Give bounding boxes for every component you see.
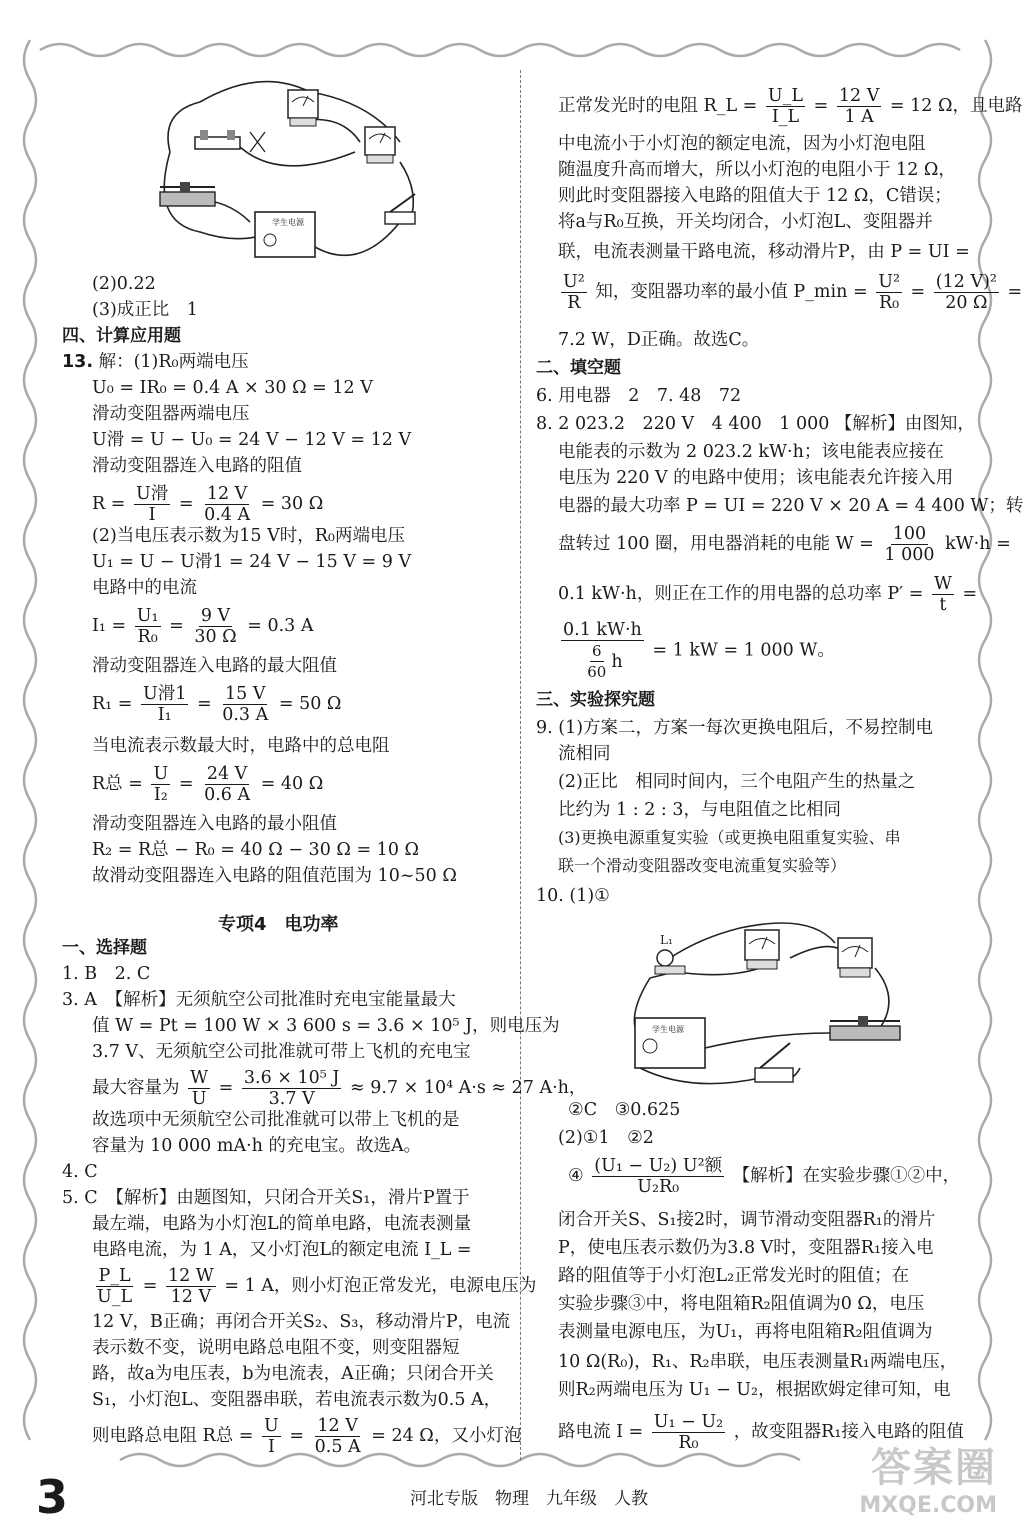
answer-line: 电路电流，为 1 A，又小灯泡L的额定电流 I_L =: [92, 1240, 472, 1260]
answer-line: 实验步骤③中，将电阻箱R₂阻值调为0 Ω，电压: [558, 1294, 925, 1314]
ammeter-icon: [288, 90, 318, 126]
answer-line: 3. A 【解析】无须航空公司批准时充电宝能量最大: [62, 990, 456, 1010]
formula-line: 则电路总电阻 R总 = $\frac{U}{I}$ = $\frac{12 V}{0.5 A}$ = 24 Ω，又小灯泡: [92, 1416, 522, 1457]
answer-line: 故选项中无须航空公司批准就可以带上飞机的是: [92, 1110, 460, 1130]
answer-line: 比约为 1 : 2 : 3，与电阻值之比相同: [558, 800, 842, 820]
answer-line: 电压为 220 V 的电路中使用；该电能表允许接入用: [558, 468, 954, 488]
answer-line: 8. 2 023.2 220 V 4 400 1 000 【解析】由图知，: [536, 414, 975, 434]
watermark-url: MXQE.COM: [859, 1493, 997, 1518]
answer-line: 当电流表示数最大时，电路中的总电阻: [92, 736, 390, 756]
page-number: 3: [36, 1470, 69, 1524]
answer-line: 路，故a为电压表，b为电流表，A正确；只闭合开关: [92, 1364, 494, 1384]
column-divider: [520, 70, 521, 1460]
power-supply-icon: [255, 212, 315, 257]
answer-line: U₀ = IR₀ = 0.4 A × 30 Ω = 12 V: [92, 378, 373, 398]
answer-line: 闭合开关S、S₁接2时，调节滑动变阻器R₁的滑片: [558, 1210, 936, 1230]
voltmeter-icon: [365, 127, 395, 163]
section-heading-calc: 四、计算应用题: [62, 326, 181, 346]
answer-line: 容量为 10 000 mA·h 的充电宝。故选A。: [92, 1136, 422, 1156]
answer-line: 联一个滑动变阻器改变电流重复实验等）: [558, 856, 847, 875]
circuit-figure-1: [140, 72, 440, 272]
formula-line: $\frac{P\_L}{U\_L}$ = $\frac{12 W}{12 V}$ = 1 A，则小灯泡正常发光，电源电压为: [97, 1266, 537, 1307]
answer-text: 解：(1)R₀两端电压: [98, 352, 249, 372]
footer-info: 河北专版 物理 九年级 人教: [410, 1489, 648, 1509]
answer-line: 滑动变阻器连入电路的最小阻值: [92, 814, 337, 834]
answer-line: 1. B 2. C: [62, 964, 151, 984]
voltmeter-icon: [838, 938, 872, 977]
answer-line: 9. (1)方案二，方案一每次更换电阻后，不易控制电: [536, 718, 934, 738]
power-supply-icon: [635, 1018, 705, 1068]
answer-line-13: [62, 350, 249, 374]
formula-line: 路电流 I = $\frac{\text{U₁ − U₂}}{\text{R₀}}$ ，故变阻器R₁接入电路的阻值: [558, 1412, 964, 1453]
answer-line: 路的阻值等于小灯泡L₂正常发光时的阻值；在: [558, 1266, 910, 1286]
answer-line: U滑 = U − U₀ = 24 V − 12 V = 12 V: [92, 430, 412, 450]
answer-line: 表示数不变，说明电路总电阻不变，则变阻器短: [92, 1338, 460, 1358]
answer-line: (3)成正比 1: [92, 300, 198, 320]
answer-line: ②C ③0.625: [568, 1100, 681, 1120]
answer-line: (2)①1 ②2: [558, 1128, 654, 1148]
answer-line: 滑动变阻器两端电压: [92, 404, 250, 424]
switch-icon: [385, 194, 415, 224]
answer-line: 电能表的示数为 2 023.2 kW·h；该电能表应接在: [558, 442, 944, 462]
formula-line: R总 = $\frac{U}{\text{I₂}}$ = $\frac{24 V}{0.6 A}$ = 40 Ω: [92, 764, 324, 805]
section-heading-fill: 二、填空题: [536, 358, 621, 378]
answer-line: 表测量电源电压，为U₁，再将电阻箱R₂阻值调为: [558, 1322, 933, 1342]
formula-line: 盘转过 100 圈，用电器消耗的电能 W = $\frac{100}{1 000}$ kW·h =: [558, 524, 1011, 565]
answer-line: 10 Ω(R₀)，R₁、R₂串联，电压表测量R₁两端电压，: [558, 1352, 958, 1372]
formula-line: 0.1 kW·h，则正在工作的用电器的总功率 P′ = $\frac{W}{t}$ =: [558, 574, 978, 615]
rheostat-icon: [160, 182, 215, 206]
answer-line: 电器的最大功率 P = UI = 220 V × 20 A = 4 400 W；转: [558, 496, 1023, 516]
ammeter-icon: [745, 930, 779, 969]
section-heading-choice: 一、选择题: [62, 938, 147, 958]
answer-line: 3.7 V、无须航空公司批准就可带上飞机的充电宝: [92, 1042, 471, 1062]
answer-line: 则R₂两端电压为 U₁ − U₂，根据欧姆定律可知，电: [558, 1380, 951, 1400]
answer-line: (2)正比 相同时间内，三个电阻产生的热量之: [558, 772, 916, 792]
circuit-figure-2: [630, 918, 920, 1094]
answer-line: 随温度升高而增大，所以小灯泡的电阻小于 12 Ω，: [558, 160, 956, 180]
bulb-label: L₁: [660, 933, 673, 947]
watermark-logo: 答案圈: [871, 1445, 997, 1491]
answer-line: 最左端，电路为小灯泡L的简单电路，电流表测量: [92, 1214, 472, 1234]
section-title: 专项4 电功率: [218, 914, 339, 935]
answer-line: 滑动变阻器连入电路的阻值: [92, 456, 302, 476]
formula-line: $\frac{\text{U²}}{R}$ 知，变阻器功率的最小值 P_min = $\frac{\text{U²}}{\text{R₀}}$ = $\frac{\text{(12 V)²}}{20 \Omega}$ =: [563, 272, 1023, 313]
answer-line: 则此时变阻器接入电路的阻值大于 12 Ω，C错误；: [558, 186, 952, 206]
answer-line: 10. (1)①: [536, 886, 610, 906]
answer-line: 中电流小于小灯泡的额定电流，因为小灯泡电阻: [558, 134, 926, 154]
formula-line: ④ $\frac{\text{(U₁ − U₂) U²额}}{\text{U₂R₀}}$ 【解析】在实验步骤①②中，: [568, 1156, 961, 1197]
fig1-power-label: 学生电源: [272, 218, 304, 227]
answer-line: 滑动变阻器连入电路的最大阻值: [92, 656, 337, 676]
answer-line: 7.2 W，D正确。故选C。: [558, 330, 760, 350]
answer-line: (3)更换电源重复实验（或更换电阻重复实验、串: [558, 828, 901, 847]
formula-line: 正常发光时的电阻 R_L = $\frac{U\_L}{I\_L}$ = $\frac{12 V}{1 A}$ = 12 Ω，且电路: [558, 86, 1023, 127]
answer-line: 电路中的电流: [92, 578, 197, 598]
switch-icon: [755, 1043, 793, 1082]
formula-line: R = $\frac{\text{U滑}}{I}$ = $\frac{12 V}{0.4 A}$ = 30 Ω: [92, 484, 324, 525]
formula-line: 最大容量为 $\frac{W}{U}$ = $\frac{\text{3.6 × 10⁵ J}}{3.7 V}$ ≈ 9.7 × 10⁴ A·s ≈ 27 A·h，: [92, 1068, 587, 1109]
answer-line: 将a与R₀互换，开关均闭合，小灯泡L、变阻器并: [558, 212, 933, 232]
answer-line: (2)0.22: [92, 274, 156, 294]
answer-line: 6. 用电器 2 7. 48 72: [536, 386, 742, 406]
section-heading-exp: 三、实验探究题: [536, 690, 655, 710]
answer-line: 联，电流表测量干路电流，移动滑片P，由 P = UI =: [558, 242, 970, 262]
formula-line: 0.1 kW·h $\frac{6}{60}$ h = 1 kW = 1 000 W。: [563, 620, 835, 681]
answer-line: 流相同: [558, 744, 611, 764]
question-number: 13.: [62, 352, 94, 372]
answer-line: U₁ = U − U滑1 = 24 V − 15 V = 9 V: [92, 552, 412, 572]
answer-line: 故滑动变阻器连入电路的阻值范围为 10~50 Ω: [92, 866, 457, 886]
bulb-icon: [655, 933, 685, 974]
watermark: [859, 1436, 997, 1518]
resistor-icon: [195, 130, 240, 149]
fig2-power-label: 学生电源: [652, 1025, 684, 1034]
answer-line: 5. C 【解析】由题图知，只闭合开关S₁，滑片P置于: [62, 1188, 470, 1208]
formula-line: R₁ = $\frac{\text{U滑1}}{\text{I₁}}$ = $\frac{15 V}{0.3 A}$ = 50 Ω: [92, 684, 342, 725]
answer-line: S₁，小灯泡L、变阻器串联，若电流表示数为0.5 A，: [92, 1390, 502, 1410]
answer-line: (2)当电压表示数为15 V时，R₀两端电压: [92, 526, 405, 546]
rheostat-icon: [830, 1016, 900, 1040]
answer-line: 值 W = Pt = 100 W × 3 600 s = 3.6 × 10⁵ J，则电压为: [92, 1016, 560, 1036]
answer-line: R₂ = R总 − R₀ = 40 Ω − 30 Ω = 10 Ω: [92, 840, 420, 860]
answer-line: 4. C: [62, 1162, 98, 1182]
answer-line: P，使电压表示数仍为3.8 V时，变阻器R₁接入电: [558, 1238, 934, 1258]
formula-line: I₁ = $\frac{\text{U₁}}{\text{R₀}}$ = $\frac{9 V}{30 \Omega}$ = 0.3 A: [92, 606, 314, 647]
answer-line: 12 V，B正确；再闭合开关S₂、S₃，移动滑片P，电流: [92, 1312, 511, 1332]
